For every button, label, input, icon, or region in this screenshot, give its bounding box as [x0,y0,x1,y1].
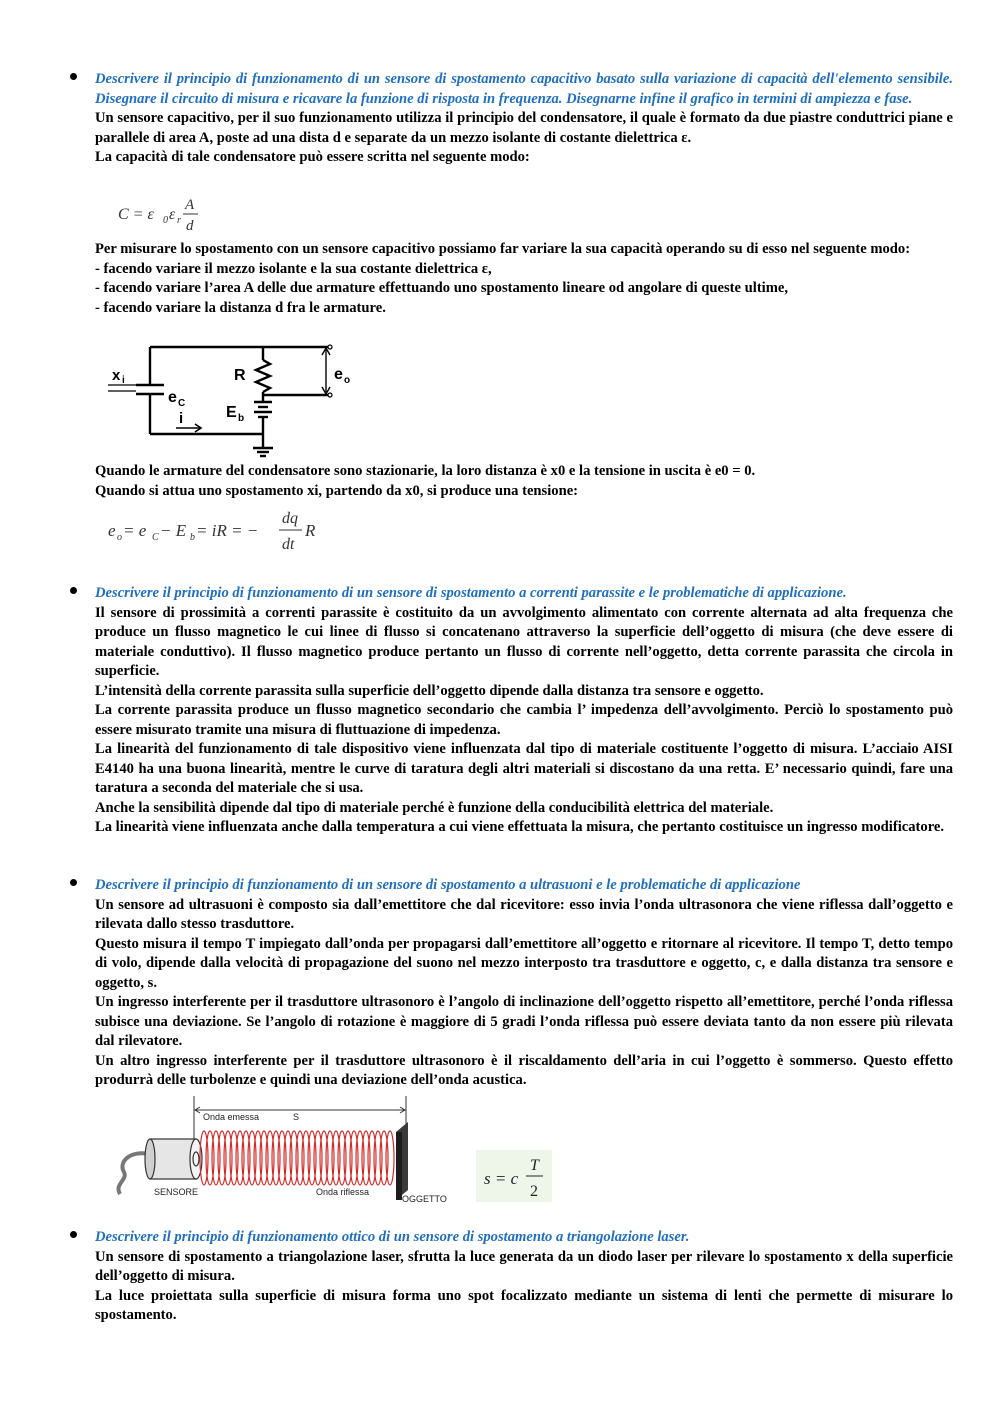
list-item: - facendo variare l’area A delle due armature effettuando uno spostamento lineare od angolare di queste ultime, [95,280,789,296]
svg-text:e: e [108,521,116,540]
svg-text:C: C [152,532,159,543]
svg-text:C: C [178,398,186,409]
paragraph: Quando le armature del condensatore sono stazionarie, la loro distanza è x0 e la tensione in uscita è e0 = 0. [95,463,756,479]
paragraph: Un sensore ad ultrasuoni è composto sia dall’emettitore che dal ricevitore: esso invia l’onda ultrasonora che viene riflessa dall’oggetto e rilevata dallo stesso trasduttore. [95,896,953,932]
label-reflected-wave: Onda riflessa [316,1187,370,1197]
paragraph: La luce proiettata sulla superficie di misura forma uno spot focalizzato mediante un sistema di lenti che permette di misurare lo spostamento. [95,1287,953,1323]
bullet-icon [70,879,77,886]
bullet-icon [70,73,77,80]
svg-text:dt: dt [282,536,295,553]
formula-lhs: C = ε [118,206,154,223]
label-output: e [334,366,343,383]
list-item: - facendo variare il mezzo isolante e la sua costante dielettrica ε, [95,260,492,277]
svg-text:0: 0 [163,215,168,226]
label-resistor: R [234,367,246,384]
label-sensor: SENSORE [154,1187,199,1197]
svg-text:= e: = e [123,521,147,540]
list-item: - facendo variare la distanza d fra le armature. [95,299,386,316]
measurement-circuit-diagram [108,340,368,458]
paragraph: Un sensore capacitivo, per il suo funzionamento utilizza il principio del condensatore, il quale è formato da due piastre conduttrici piane e parallele di area A, poste ad una dista d e separate da un mezzo isolante di costante dielettrica ε. [95,110,953,146]
formula-lhs: s = c [484,1169,519,1188]
label-emitted-wave: Onda emessa [203,1112,260,1122]
svg-text:b: b [238,413,245,424]
paragraph: L’intensità della corrente parassita sulla superficie dell’oggetto dipende dalla distanza tra sensore e oggetto. [95,682,764,699]
svg-text:A: A [185,197,195,213]
paragraph: La linearità del funzionamento di tale dispositivo viene influenzata dal tipo di materiale costituente l’oggetto di misura. L’acciaio AISI E4140 ha una buona linearità, mentre le curve di taratura degli altri materiali si discostano da una retta. E’ necessario quindi, fare una taratura a seconda del materiale che si usa. [95,741,953,796]
paragraph: La corrente parassita produce un flusso magnetico secondario che cambia l’ impedenza dell’avvolgimento. Perciò lo spostamento può essere misurato tramite una misura di fluttuazione di impedenza. [95,702,953,738]
paragraph: Un sensore di spostamento a triangolazione laser, sfrutta la luce generata da un diodo laser per rilevare lo spostamento x della superficie dell’oggetto di misura. [95,1248,953,1284]
section-laser-triangulation [95,1228,953,1326]
capacitance-formula [118,192,208,236]
section-capacitive-methods [95,240,953,318]
svg-text:b: b [190,532,195,543]
svg-text:− E: − E [160,521,187,540]
svg-text:o: o [344,375,351,386]
label-xi: x [112,367,121,384]
paragraph: Un ingresso interferente per il trasduttore ultrasonoro è l’angolo di inclinazione dell’oggetto rispetto all’emettitore, perché l’onda riflessa subisce una deviazione. Se l’angolo di rotazione è maggiore di 5 gradi l’onda riflessa può essere deviata tanto da non essere più rilevata dal rilevatore. [95,994,953,1049]
paragraph: Quando si attua uno spostamento xi, partendo da x0, si produce una tensione: [95,482,579,499]
wave-coil [386,1131,394,1185]
paragraph: Il sensore di prossimità a correnti parassite è costituito da un avvolgimento alimentato con corrente alternata ad alta frequenza che produce un flusso magnetico le cui linee di flusso si concatenano attraverso la superficie dell’oggetto di misura (che deve essere di materiale conduttivo). Il flusso magnetico produce pertanto un flusso di corrente nell’oggetto, detta corrente parassita che circola in superficie. [95,604,953,679]
question-laser: Descrivere il principio di funzionamento ottico di un sensore di spostamento a triangolazione laser. [95,1229,690,1245]
label-ec: e [168,389,177,406]
output-voltage-formula [108,505,328,555]
label-battery: E [226,404,237,421]
paragraph: Un altro ingresso interferente per il trasduttore ultrasonoro è il riscaldamento dell’aria in cui l’oggetto è sommerso. Questo effetto produrrà delle turbolenze e quindi una deviazione dell’onda acustica. [95,1052,953,1088]
paragraph: Anche la sensibilità dipende dal tipo di materiale perché è funzione della conducibilità elettrica del materiale. [95,799,774,816]
svg-text:i: i [122,375,125,386]
label-object: OGGETTO [402,1194,447,1204]
label-distance-s: S [293,1112,300,1122]
section-ultrasonic-sensor [95,876,953,1091]
question-ultrasonic: Descrivere il principio di funzionamento di un sensore di spostamento a ultrasuoni e le problematiche di applicazione [95,877,801,893]
svg-text:o: o [117,532,122,543]
section-eddy-current-sensor [95,584,953,838]
label-current: i [179,410,184,427]
svg-text:r: r [177,215,181,226]
bullet-icon [70,1231,77,1238]
paragraph: Questo misura il tempo T impiegato dall’onda per propagarsi dall’emettitore all’oggetto e ritornare al ricevitore. Il tempo T, detto tempo di volo, dipende dalla velocità di propagazione del suono nel mezzo interposto tra trasduttore e oggetto, c, e dalla distanza tra sensore e oggetto, s. [95,935,953,991]
question-eddy-current: Descrivere il principio di funzionamento di un sensore di spostamento a correnti parassite e le problematiche di applicazione. [95,585,847,601]
svg-text:2: 2 [530,1183,538,1200]
svg-text:d: d [186,218,194,234]
section-capacitive-sensor [95,70,953,168]
ultrasonic-figure [110,1092,560,1208]
svg-text:T: T [530,1157,539,1174]
question-capacitive: Descrivere il principio di funzionamento di un sensore di spostamento capacitivo basato sulla variazione di capacità dell'elemento sensibile. Disegnare il circuito di misura e ricavare la funzione di risposta in frequenza. Disegnarne infine il grafico in termini di ampiezza e fase. [95,71,953,107]
bullet-icon [70,587,77,594]
svg-text:ε: ε [169,206,176,223]
svg-text:R: R [305,521,316,540]
paragraph: La capacità di tale condensatore può essere scritta nel seguente modo: [95,149,530,165]
section-capacitive-output [95,462,953,501]
svg-text:dq: dq [282,510,298,527]
paragraph: Per misurare lo spostamento con un sensore capacitivo possiamo far variare la sua capacità operando su di esso nel seguente modo: [95,241,911,257]
paragraph: La linearità viene influenzata anche dalla temperatura a cui viene effettuata la misura, che pertanto costituisce un ingresso modificatore. [95,819,945,835]
svg-text:= iR = −: = iR = − [196,521,259,540]
